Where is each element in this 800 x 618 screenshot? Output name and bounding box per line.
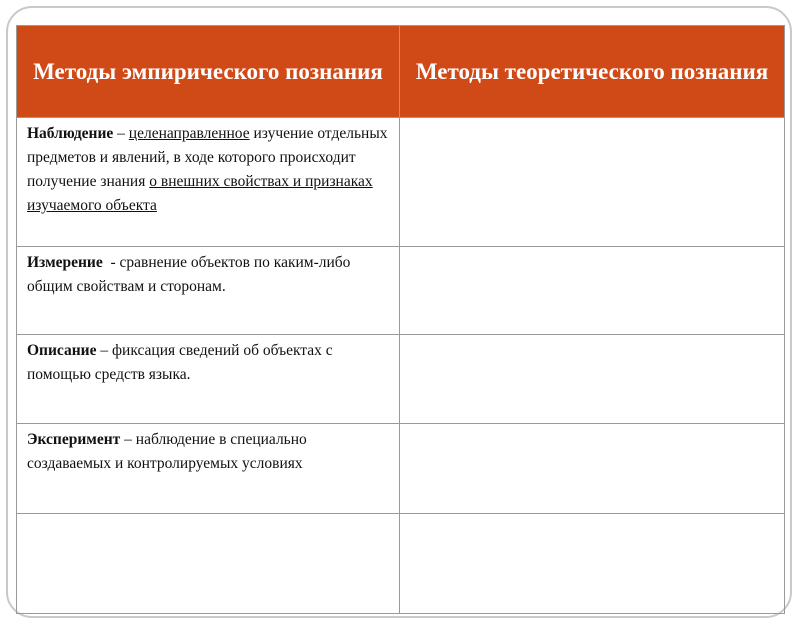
theoretical-cell	[400, 424, 785, 514]
table-row	[17, 118, 785, 247]
table-row	[17, 514, 785, 614]
empirical-cell	[17, 335, 400, 424]
table-row	[17, 424, 785, 514]
header-row	[17, 26, 785, 118]
method-definition: – наблюдение в специально создаваемых и контролируемых условиях	[27, 431, 307, 472]
empirical-cell	[17, 514, 400, 614]
methods-table	[16, 25, 785, 614]
table-row	[17, 335, 785, 424]
method-term: Эксперимент	[27, 431, 121, 448]
theoretical-cell	[400, 118, 785, 247]
method-definition: - сравнение объектов по каким-либо общим свойствам и сторонам.	[27, 254, 355, 295]
empirical-cell	[17, 247, 400, 335]
table-row	[17, 247, 785, 335]
theoretical-cell	[400, 247, 785, 335]
method-term: Наблюдение	[27, 125, 114, 142]
method-definition: изучение отдельных предметов и явлений, в ходе которого происходит получение знания	[27, 125, 388, 190]
method-definition-underlined: о внешних свойствах и признаках изучаемого объекта	[27, 173, 373, 214]
method-term: Описание	[27, 342, 97, 359]
empirical-cell	[17, 118, 400, 247]
theoretical-cell	[400, 335, 785, 424]
header-theoretical-methods: Методы теоретического познания	[400, 26, 785, 118]
method-definition: – фиксация сведений об объектах с помощью средств языка.	[27, 342, 333, 383]
method-term: Измерение	[27, 254, 103, 271]
header-empirical-methods: Методы эмпирического познания	[17, 26, 400, 118]
empirical-cell	[17, 424, 400, 514]
method-definition-underlined: целенаправленное	[128, 125, 250, 142]
method-dash: –	[113, 125, 129, 142]
theoretical-cell	[400, 514, 785, 614]
